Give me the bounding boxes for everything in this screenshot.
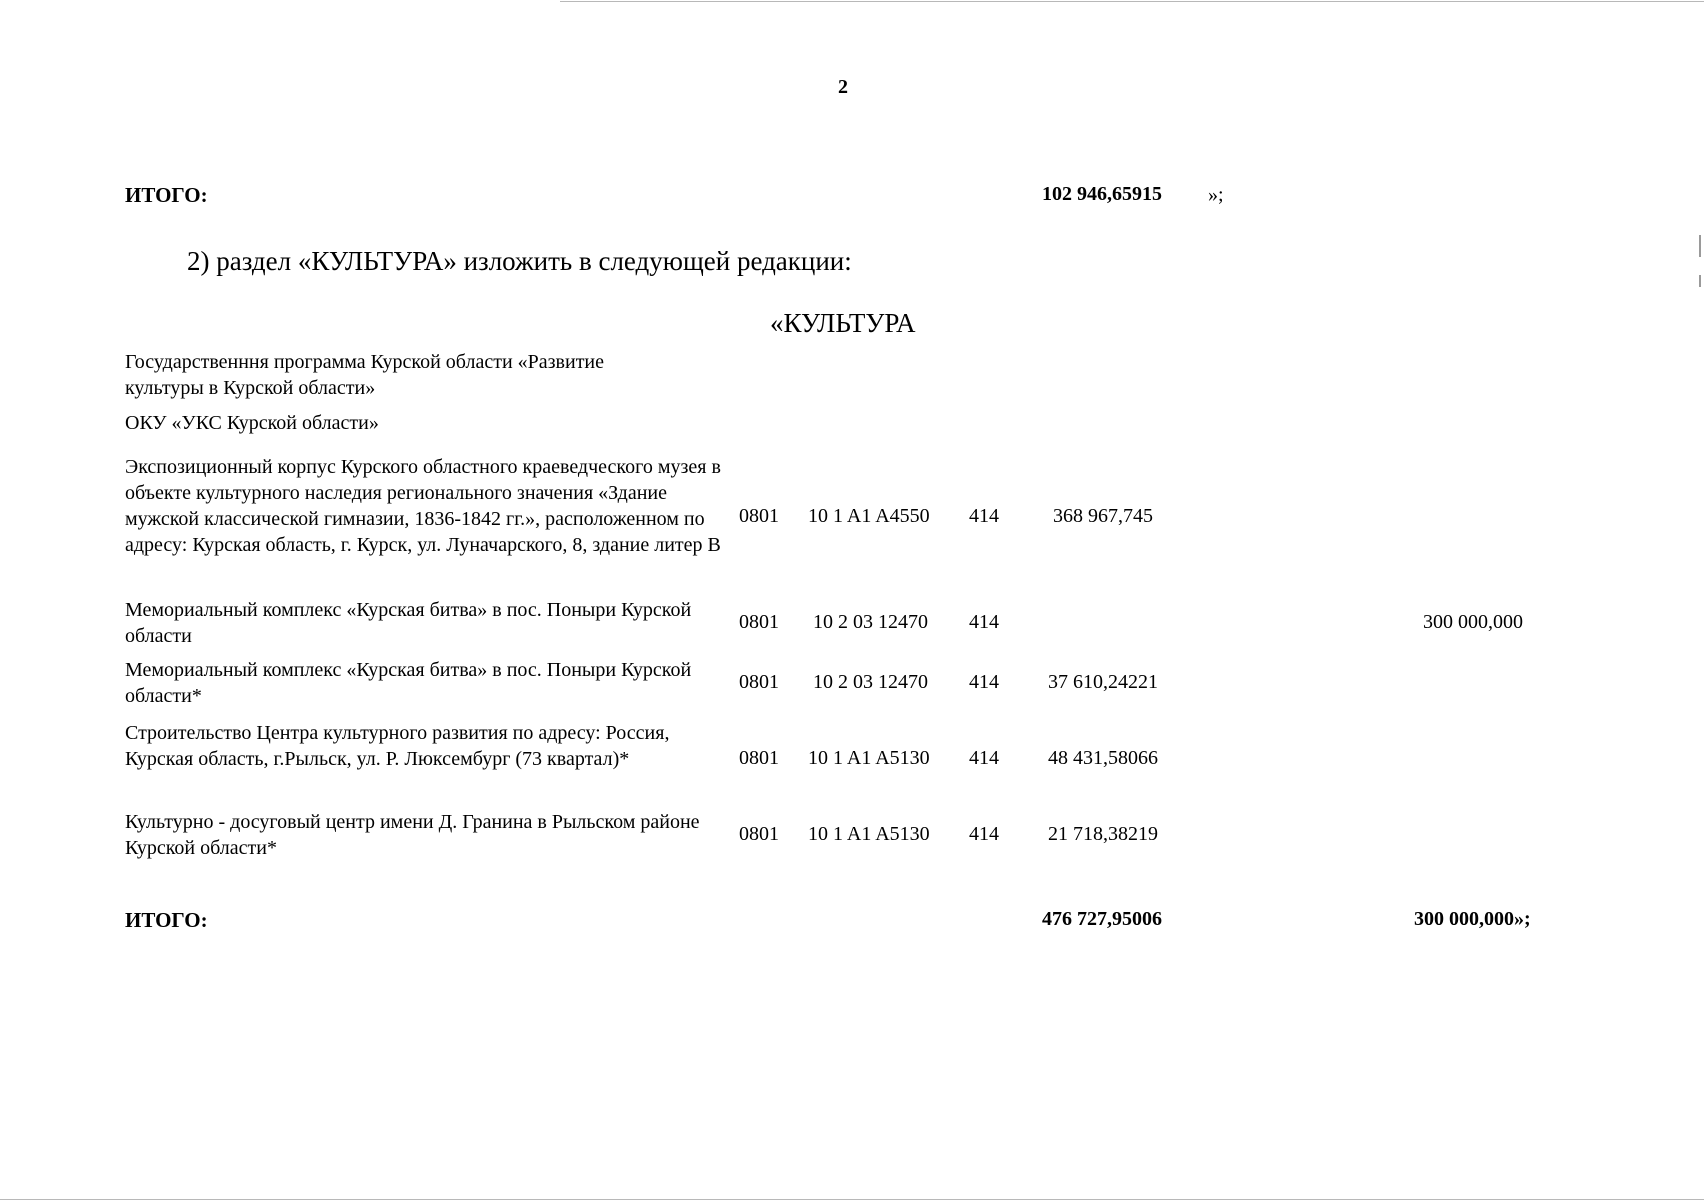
table-row-amount2: 300 000,000 [1423, 611, 1523, 633]
table-row-target: 10 2 03 12470 [813, 671, 928, 693]
table-row-section: 0801 [739, 611, 779, 633]
right-edge-mark [1699, 275, 1701, 287]
table-row-target: 10 1 A1 A4550 [808, 505, 930, 527]
table-row-section: 0801 [739, 823, 779, 845]
table-row-type: 414 [969, 505, 999, 527]
top-scan-line [560, 1, 1704, 2]
final-total-value2: 300 000,000»; [1414, 908, 1531, 930]
table-row-name: Мемориальный комплекс «Курская битва» в пос. Поныри Курской области* [125, 659, 692, 707]
table-row-target: 10 2 03 12470 [813, 611, 928, 633]
program-title: Государственння программа Курской области «Развитие культуры в Курской области» [125, 351, 605, 399]
final-total-label: ИТОГО: [125, 908, 208, 932]
table-row-type: 414 [969, 747, 999, 769]
table-row-name: Строительство Центра культурного развития по адресу: Россия, Курская область, г.Рыльск, ул. Р. Люксембург (73 квартал)* [125, 722, 670, 770]
intro-text: 2) раздел «КУЛЬТУРА» изложить в следующей редакции: [187, 246, 852, 276]
page-number: 2 [838, 76, 848, 98]
prev-total-value: 102 946,65915 [1042, 183, 1162, 205]
prev-total-closing: »; [1208, 184, 1224, 206]
section-heading: «КУЛЬТУРА [770, 308, 916, 338]
table-row-name: Экспозиционный корпус Курского областного краеведческого музея в объекте культурного наследия регионального значения «Здание мужской классической гимназии, 1836-1842 гг.», расположенном по адресу: Курская область, г. Курск, ул. Луначарского, 8, здание литер В [125, 456, 721, 556]
final-total-value1: 476 727,95006 [1042, 908, 1162, 930]
table-row-section: 0801 [739, 747, 779, 769]
prev-total-label: ИТОГО: [125, 183, 208, 207]
table-row-name: Мемориальный комплекс «Курская битва» в пос. Поныри Курской области [125, 599, 692, 647]
table-row-type: 414 [969, 671, 999, 693]
table-row-amount1: 368 967,745 [1053, 505, 1153, 527]
table-row-section: 0801 [739, 505, 779, 527]
table-row-type: 414 [969, 823, 999, 845]
table-row-amount1: 21 718,38219 [1048, 823, 1158, 845]
table-row-section: 0801 [739, 671, 779, 693]
table-row-name: Культурно - досуговый центр имени Д. Гранина в Рыльском районе Курской области* [125, 811, 700, 859]
table-row-amount1: 37 610,24221 [1048, 671, 1158, 693]
table-row-amount1: 48 431,58066 [1048, 747, 1158, 769]
agency-name: ОКУ «УКС Курской области» [125, 412, 379, 434]
table-row-target: 10 1 A1 A5130 [808, 747, 930, 769]
table-row-target: 10 1 A1 A5130 [808, 823, 930, 845]
table-row-type: 414 [969, 611, 999, 633]
right-edge-mark [1699, 235, 1701, 257]
